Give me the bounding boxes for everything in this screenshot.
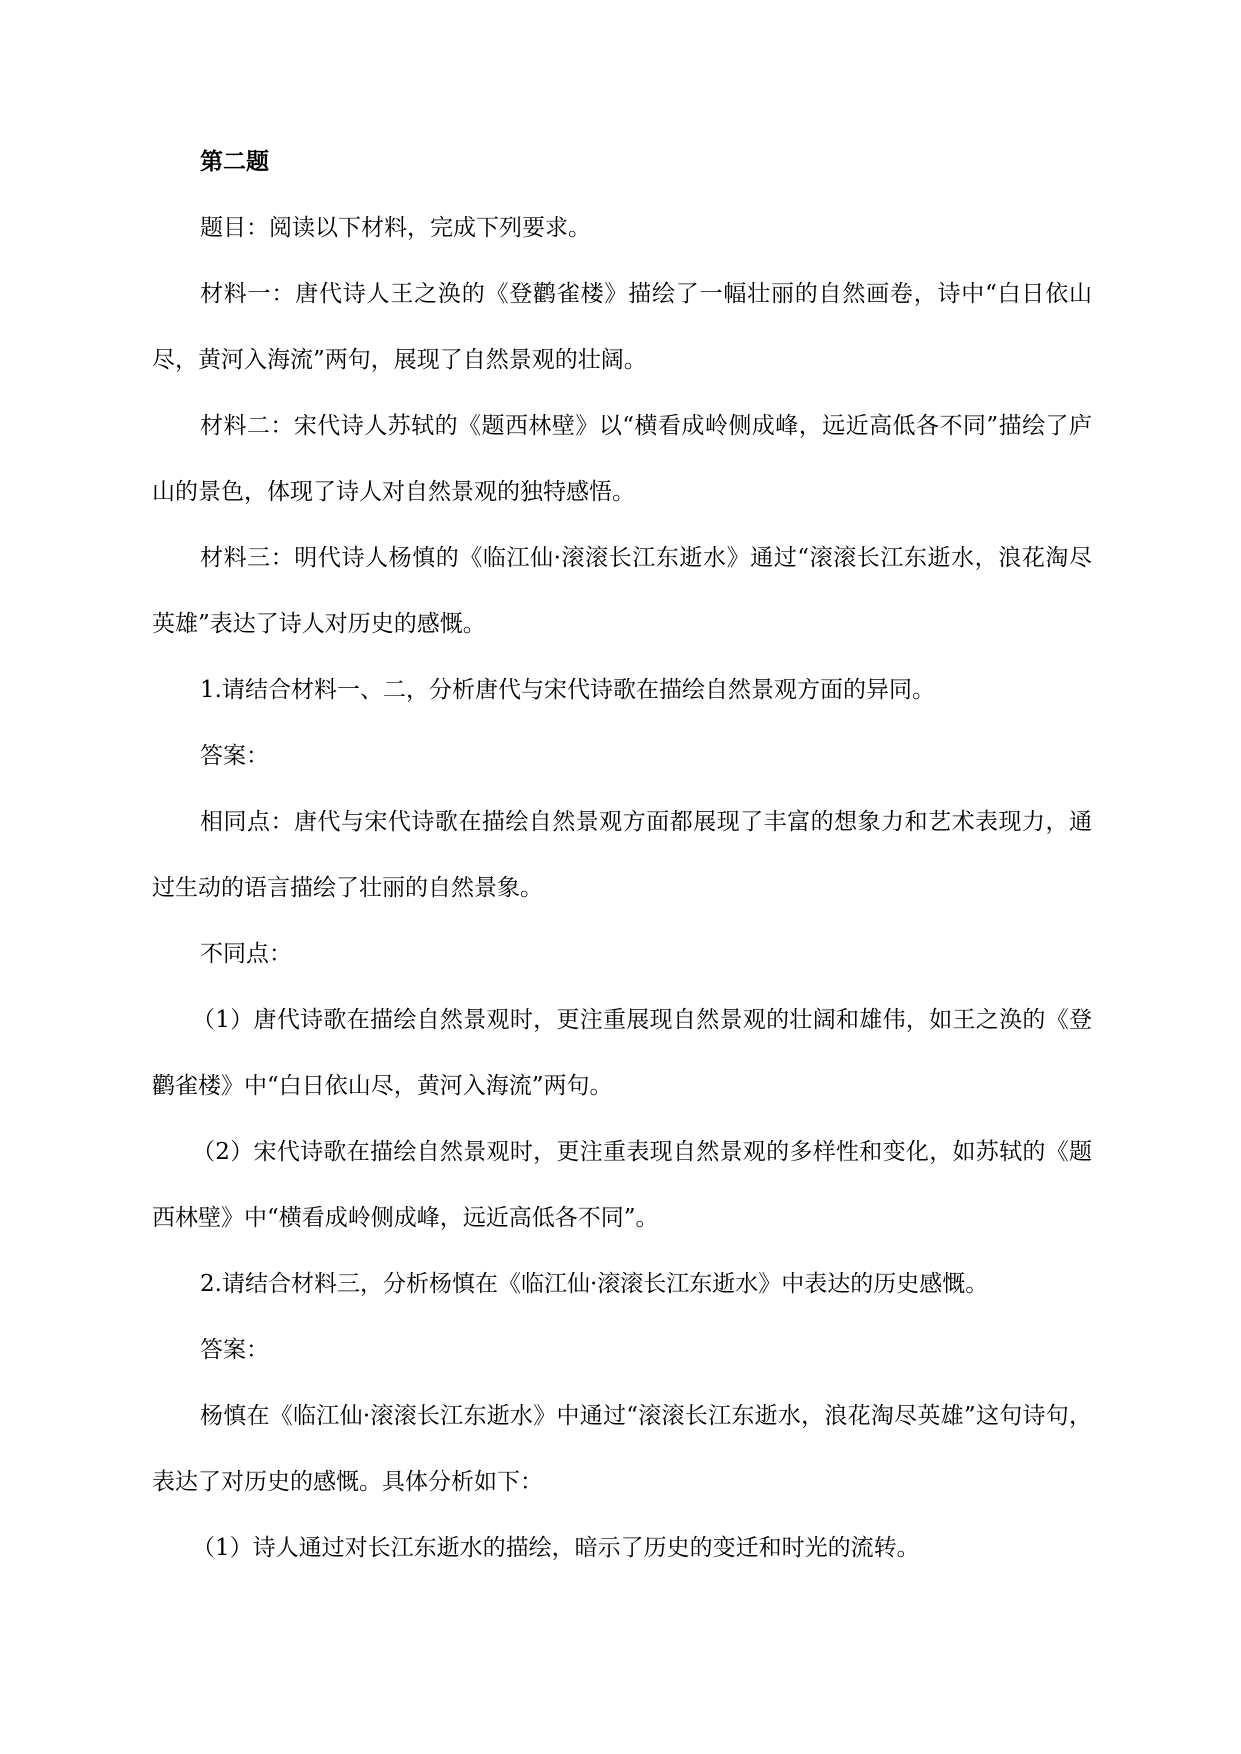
material-two: 材料二：宋代诗人苏轼的《题西林壁》以“横看成岭侧成峰，远近高低各不同”描绘了庐山的景色，体现了诗人对自然景观的独特感悟。 <box>152 413 1092 505</box>
material-three: 材料三：明代诗人杨慎的《临江仙·滚滚长江东逝水》通过“滚滚长江东逝水，浪花淘尽英雄”表达了诗人对历史的感慨。 <box>152 545 1092 637</box>
differences-label: 不同点： <box>200 941 292 967</box>
section-heading: 第二题 <box>200 148 269 175</box>
answer-label-two: 答案： <box>200 1337 269 1363</box>
similarities-paragraph: 相同点：唐代与宋代诗歌在描绘自然景观方面都展现了丰富的想象力和艺术表现力，通过生动的语言描绘了壮丽的自然景象。 <box>152 809 1092 901</box>
material-one: 材料一：唐代诗人王之涣的《登鹳雀楼》描绘了一幅壮丽的自然画卷，诗中“白日依山尽，黄河入海流”两句，展现了自然景观的壮阔。 <box>152 281 1092 373</box>
document-body <box>152 146 1092 1598</box>
analysis-intro: 杨慎在《临江仙·滚滚长江东逝水》中通过“滚滚长江东逝水，浪花淘尽英雄”这句诗句，表达了对历史的感慨。具体分析如下： <box>152 1403 1092 1495</box>
analysis-item-1: （1）诗人通过对长江东逝水的描绘，暗示了历史的变迁和时光的流转。 <box>192 1535 920 1561</box>
difference-item-1: （1）唐代诗歌在描绘自然景观时，更注重展现自然景观的壮阔和雄伟，如王之涣的《登鹳雀楼》中“白日依山尽，黄河入海流”两句。 <box>152 1007 1092 1099</box>
question-two: 2.请结合材料三，分析杨慎在《临江仙·滚滚长江东逝水》中表达的历史感慨。 <box>200 1271 989 1297</box>
question-prompt: 题目：阅读以下材料，完成下列要求。 <box>200 215 591 241</box>
question-one: 1.请结合材料一、二，分析唐代与宋代诗歌在描绘自然景观方面的异同。 <box>200 677 935 703</box>
difference-item-2: （2）宋代诗歌在描绘自然景观时，更注重表现自然景观的多样性和变化，如苏轼的《题西林壁》中“横看成岭侧成峰，远近高低各不同”。 <box>152 1139 1092 1231</box>
answer-label-one: 答案： <box>200 743 269 769</box>
